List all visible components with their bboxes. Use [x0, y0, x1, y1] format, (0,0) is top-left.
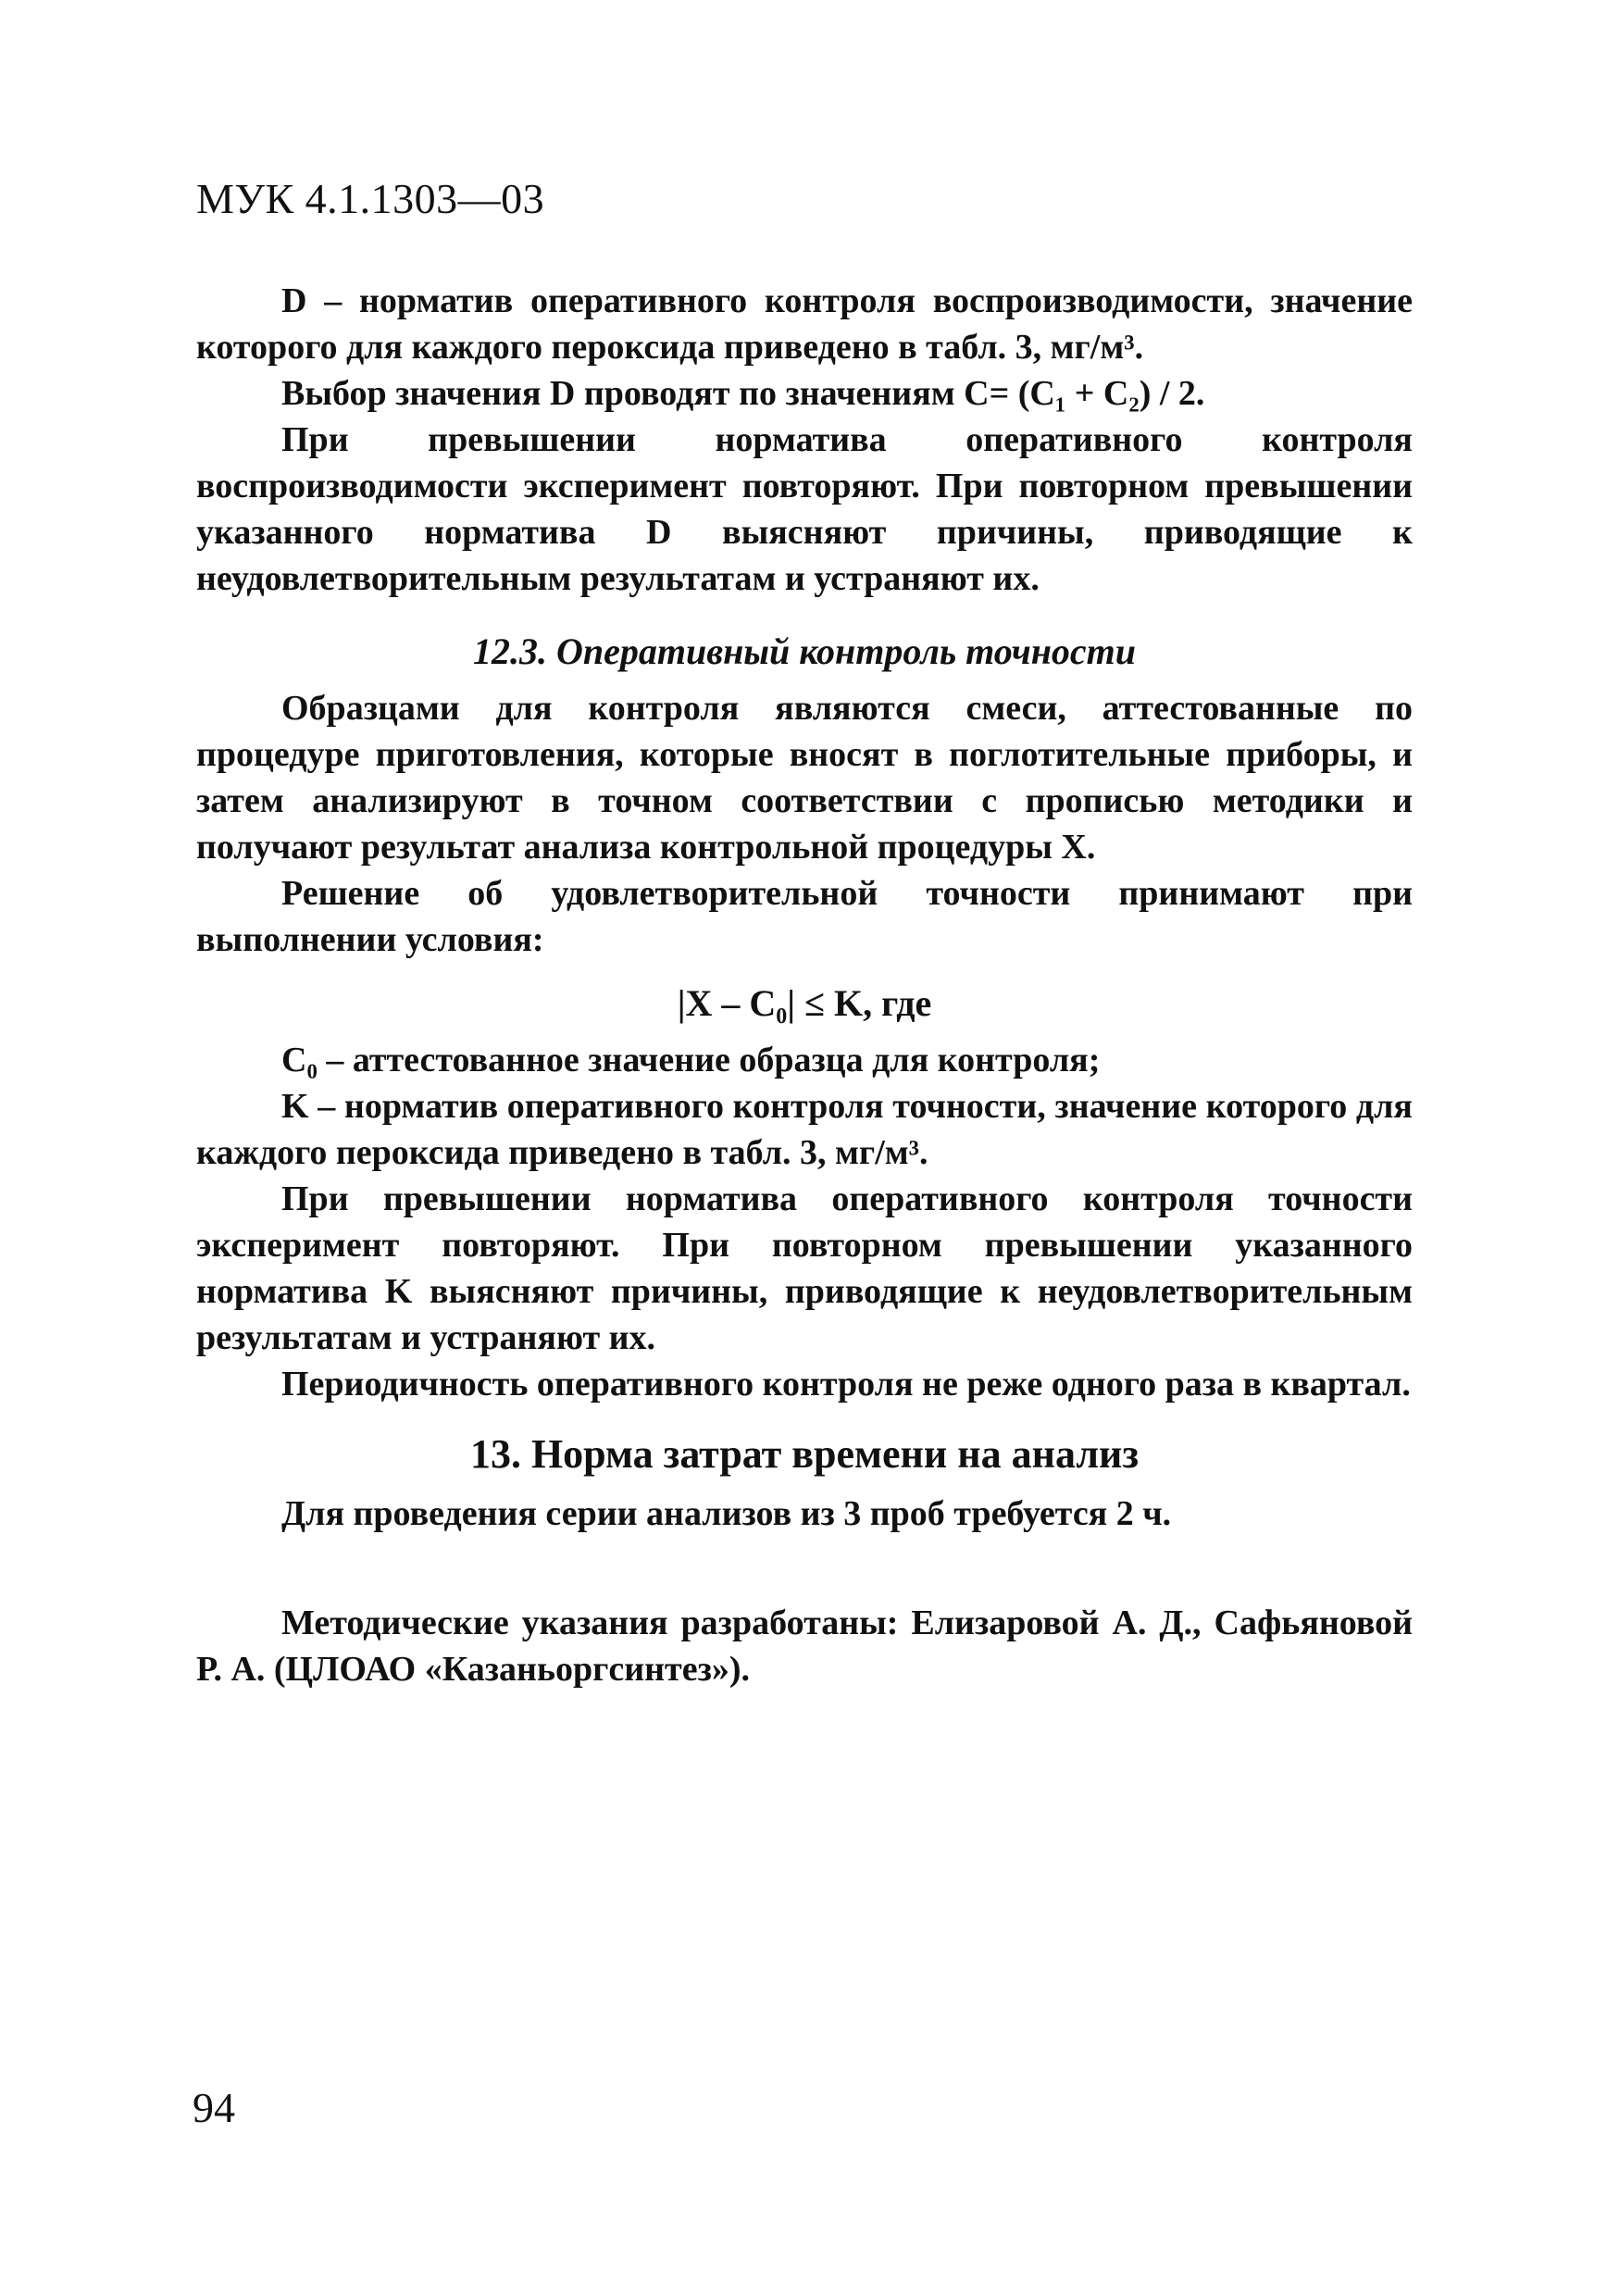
paragraph: Методические указания разработаны: Елизаровой А. Д., Сафьяновой Р. А. (ЦЛОАО «Казаньоргсинтез»).	[196, 1603, 1413, 1689]
paragraph-group-time-norm	[196, 1491, 1413, 1537]
paragraph-group-reproducibility	[196, 278, 1413, 602]
paragraph: Для проведения серии анализов из 3 проб требуется 2 ч.	[281, 1494, 1172, 1533]
paragraph-group-authors	[196, 1600, 1413, 1692]
paragraph: Выбор значения D проводят по значениям C= (C₁ + C₂) / 2.	[281, 374, 1205, 413]
paragraph: При превышении норматива оперативного контроля воспроизводимости эксперимент повторяют. При повторном превышении указанного норматива D выясняют причины, приводящие к неудовлетворительным результатам и устраняют их.	[196, 420, 1413, 598]
page-header: МУК 4.1.1303—03	[196, 175, 545, 222]
paragraph-group-definitions	[196, 1037, 1413, 1407]
section-heading-13: 13. Норма затрат времени на анализ	[469, 1431, 1140, 1477]
paragraph: D – норматив оперативного контроля воспроизводимости, значение которого для каждого пероксида приведено в табл. 3, мг/м³.	[196, 281, 1413, 367]
page-number: 94	[193, 2084, 235, 2131]
paragraph: Периодичность оперативного контроля не реже одного раза в квартал.	[281, 1365, 1411, 1404]
paragraph-group-accuracy	[196, 685, 1413, 963]
accuracy-formula: |X – C₀| ≤ K, где	[677, 982, 932, 1024]
section-heading-12-3: 12.3. Оперативный контроль точности	[472, 630, 1137, 672]
paragraph: Образцами для контроля являются смеси, аттестованные по процедуре приготовления, которые вносят в поглотительные приборы, и затем анализируют в точном соответствии с прописью методики и получают результат анализа контрольной процедуры X.	[196, 689, 1413, 867]
paragraph: C₀ – аттестованное значение образца для контроля;	[281, 1041, 1101, 1079]
paragraph: Решение об удовлетворительной точности принимают при выполнении условия:	[196, 874, 1413, 959]
paragraph: K – норматив оперативного контроля точности, значение которого для каждого пероксида приведено в табл. 3, мг/м³.	[196, 1087, 1413, 1172]
paragraph: При превышении норматива оперативного контроля точности эксперимент повторяют. При повторном превышении указанного норматива K выясняют причины, приводящие к неудовлетворительным результатам и устраняют их.	[196, 1179, 1413, 1357]
